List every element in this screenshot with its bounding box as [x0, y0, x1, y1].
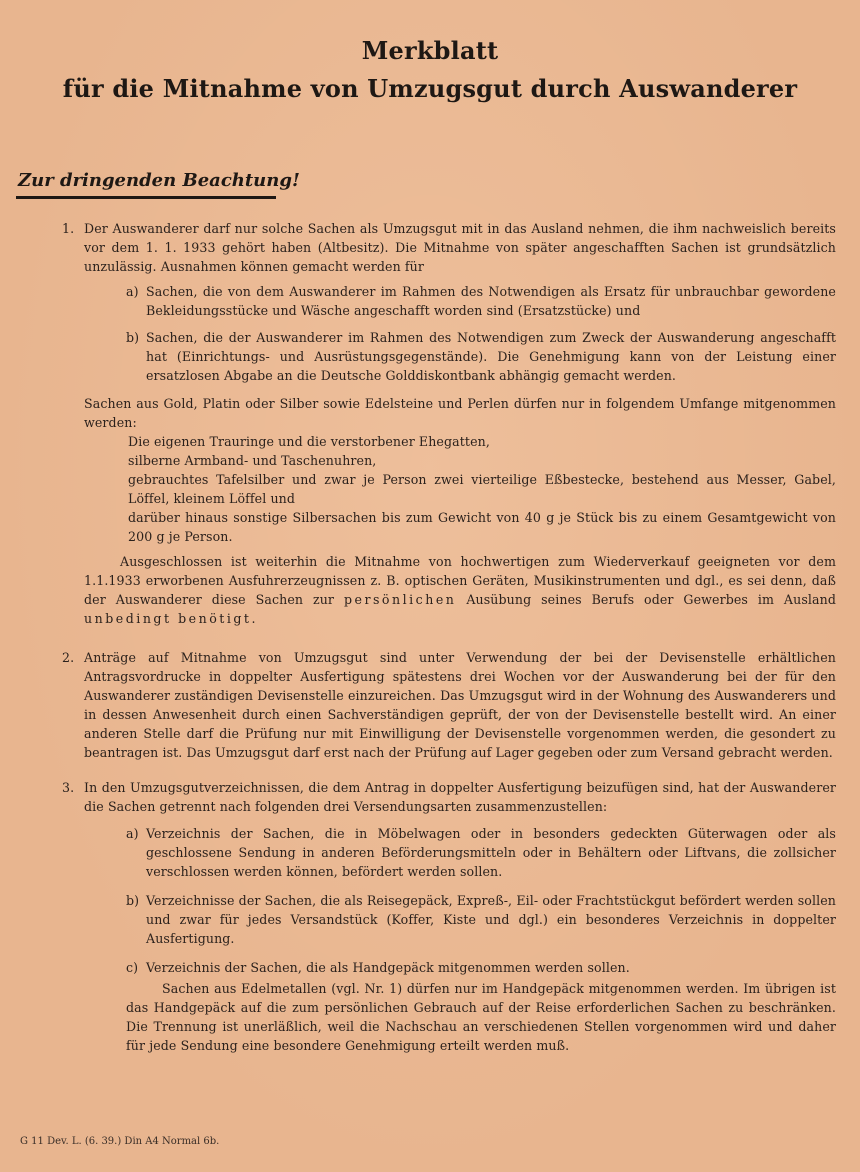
- excluded-emphasis-personal: persönlichen: [343, 592, 457, 607]
- section-1: [62, 219, 836, 385]
- section-1-intro: Der Auswanderer darf nur solche Sachen als Umzugsgut mit in das Ausland nehmen, die ihm nachweislich bereits vor dem 1. 1. 1933 gehört haben (Altbesitz). Die Mitnahme von später angeschafften Sachen ist grundsätzlich unzulässig. Ausnahmen können gemacht werden für: [84, 221, 836, 274]
- excluded-text-a: Ausgeschlossen ist weiterhin die Mitnahme von hochwertigen zum Wiederverkauf geeigneten vor dem 1.1.1933 erworbenen Ausfuhrerzeugnissen z. B. optischen Geräten, Musikinstrumenten und dgl., es sei denn, daß der Auswanderer diese Sachen zur: [84, 554, 836, 607]
- section-1-number: 1.: [62, 221, 75, 236]
- section-3-sub-b: [126, 891, 836, 948]
- sub-a-letter: a): [126, 826, 139, 841]
- section-3-number: 3.: [62, 780, 75, 795]
- section-3-sub-c: [126, 958, 836, 977]
- section-3-intro: In den Umzugsgutverzeichnissen, die dem Antrag in doppelter Ausfertigung beizufügen sind, hat der Auswanderer die Sachen getrennt nach folgenden drei Versendungsarten zusammenzustellen:: [84, 780, 836, 814]
- metals-list-item: darüber hinaus sonstige Silbersachen bis zum Gewicht von 40 g je Stück bis zu einem Gesamtgewicht von 200 g je Person.: [128, 510, 836, 544]
- sub-b-letter: b): [126, 893, 140, 908]
- sub-c-text: Verzeichnis der Sachen, die als Handgepäck mitgenommen werden sollen.: [146, 960, 630, 975]
- sub-c-letter: c): [126, 960, 139, 975]
- metals-list-item: gebrauchtes Tafelsilber und zwar je Person zwei vierteilige Eßbestecke, bestehend aus Messer, Gabel, Löffel, kleinem Löffel und: [128, 472, 836, 506]
- sub-a-letter: a): [126, 284, 139, 299]
- sub-a-text: Verzeichnis der Sachen, die in Möbelwagen oder in besonders gedeckten Güterwagen oder als geschlossene Sendung in anderen Beförderungsmitteln oder in Behältern oder Liftvans, die zollsicher verschlossen werden können, befördert werden sollen.: [146, 826, 836, 879]
- section-1-sub-a: [126, 282, 836, 320]
- heading-underline: [16, 196, 276, 199]
- section-3-closing: Sachen aus Edelmetallen (vgl. Nr. 1) dürfen nur im Handgepäck mitgenommen werden. Im übrigen ist das Handgepäck auf die zum persönlichen Gebrauch auf der Reise erforderlichen Sachen zu beschränken. Die Trennung ist unerläßlich, weil die Nachschau an verschiedenen Stellen vorgenommen wird und daher für jede Sendung eine besondere Genehmigung erteilt werden muß.: [126, 981, 836, 1053]
- metals-list-item: silberne Armband- und Taschenuhren,: [128, 453, 377, 468]
- metals-paragraph: [84, 394, 836, 628]
- metals-list: [128, 432, 836, 546]
- form-reference-footer: G 11 Dev. L. (6. 39.) Din A4 Normal 6b.: [20, 1136, 220, 1147]
- sub-b-letter: b): [126, 330, 140, 345]
- metals-text: Sachen aus Gold, Platin oder Silber sowie Edelsteine und Perlen dürfen nur in folgendem Umfange mitgenommen werden:: [84, 396, 836, 430]
- document-subtitle: für die Mitnahme von Umzugsgut durch Auswanderer: [62, 74, 798, 103]
- excluded-paragraph: [84, 552, 836, 628]
- document-title: Merkblatt: [361, 36, 499, 65]
- sub-b-text: Sachen, die der Auswanderer im Rahmen des Notwendigen zum Zweck der Auswanderung angeschafft hat (Einrichtungs- und Ausrüstungsgegenstände). Die Genehmigung kann von der Leistung einer ersatzlosen Abgabe an die Deutsche Golddiskontbank abhängig gemacht werden.: [146, 330, 836, 383]
- section-3: [62, 778, 836, 1055]
- excluded-text-b: Ausübung seines Berufs oder Gewerbes im Ausland: [466, 592, 836, 607]
- section-2-text: Anträge auf Mitnahme von Umzugsgut sind unter Verwendung der bei der Devisenstelle erhältlichen Antragsvordrucke in doppelter Ausfertigung spätestens drei Wochen vor der Auswanderung bei der für den Auswanderer zuständigen Devisenstelle einzureichen. Das Umzugsgut wird in der Wohnung des Auswanderers und in dessen Anwesenheit durch einen Sachverständigen geprüft, der von der Devisenstelle bestellt wird. An einer anderen Stelle darf die Prüfung nur mit Einwilligung der Devisenstelle vorgenommen werden, die gesondert zu beantragen ist. Das Umzugsgut darf erst nach der Prüfung auf Lager gegeben oder zum Versand gebracht werden.: [84, 650, 836, 760]
- sub-a-text: Sachen, die von dem Auswanderer im Rahmen des Notwendigen als Ersatz für unbrauchbar gewordene Bekleidungsstücke und Wäsche angeschafft worden sind (Ersatzstücke) und: [146, 284, 836, 318]
- sub-b-text: Verzeichnisse der Sachen, die als Reisegepäck, Expreß-, Eil- oder Frachtstückgut befördert werden sollen und zwar für jedes Versandstück (Koffer, Kiste und dgl.) ein besonderes Verzeichnis in doppelter Ausfertigung.: [146, 893, 836, 946]
- metals-list-item: Die eigenen Trauringe und die verstorbener Ehegatten,: [128, 434, 490, 449]
- section-3-sub-a: [126, 824, 836, 881]
- section-1-sub-b: [126, 328, 836, 385]
- section-2-number: 2.: [62, 650, 75, 665]
- excluded-emphasis-required: unbedingt benötigt.: [84, 611, 258, 626]
- section-2: [62, 648, 836, 762]
- attention-heading: Zur dringenden Beachtung!: [18, 170, 300, 191]
